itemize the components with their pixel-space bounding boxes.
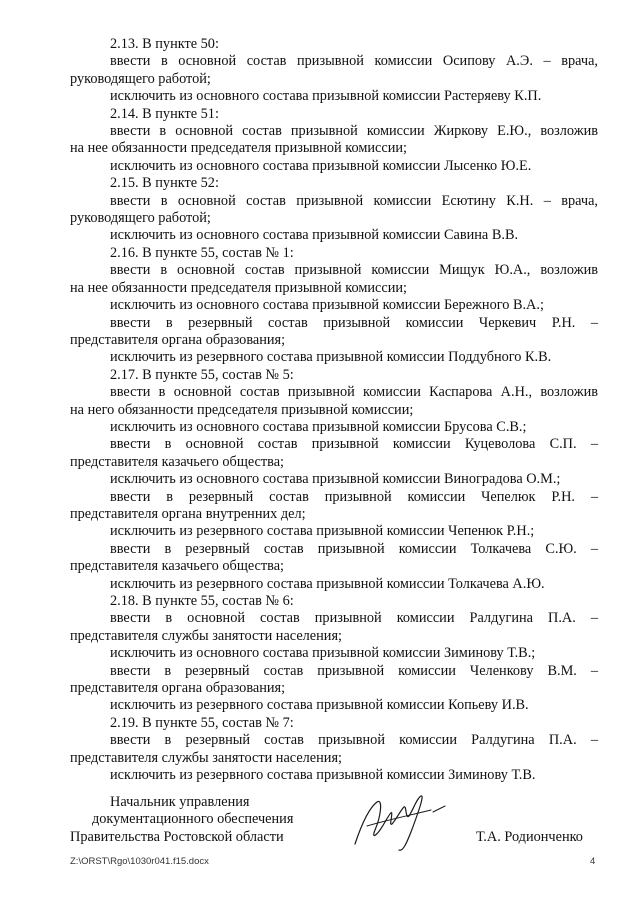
- text-line: представителя службы занятости населения;: [70, 627, 343, 644]
- text-line: руководящего работой;: [70, 70, 211, 87]
- text-line: 2.17. В пункте 55, состав № 5:: [110, 366, 294, 383]
- text-line: представителя казачьего общества;: [70, 558, 285, 575]
- text-line: на него обязанности председателя призывной комиссии;: [70, 401, 414, 418]
- text-line: ввести в основной состав призывной комиссии Жиркову Е.Ю., возложив: [110, 123, 598, 140]
- signatory-title-line2: документационного обеспечения: [92, 811, 294, 828]
- handwritten-signature: [347, 786, 457, 856]
- text-line: исключить из основного состава призывной комиссии Зиминову Т.В.;: [110, 645, 536, 662]
- footer-file-path: Z:\ORST\Rgo\1030r041.f15.docx: [70, 856, 209, 867]
- document-body: [70, 36, 598, 784]
- text-line: 2.15. В пункте 52:: [110, 175, 219, 192]
- text-line: ввести в основной состав призывной комиссии Мищук Ю.А., возложив: [110, 262, 598, 279]
- text-line: ввести в резервный состав призывной комиссии Челенкову В.М. –: [110, 662, 598, 679]
- text-line: исключить из основного состава призывной комиссии Лысенко Ю.Е.: [110, 157, 532, 174]
- text-line: ввести в резервный состав призывной комиссии Чепелюк Р.Н. –: [110, 488, 598, 505]
- text-line: ввести в основной состав призывной комиссии Куцеволова С.П. –: [110, 436, 598, 453]
- text-line: исключить из резервного состава призывной комиссии Копьеву И.В.: [110, 697, 529, 714]
- text-line: представителя органа образования;: [70, 680, 286, 697]
- text-line: исключить из резервного состава призывной комиссии Толкачева А.Ю.: [110, 575, 545, 592]
- text-line: исключить из резервного состава призывной комиссии Чепенюк Р.Н.;: [110, 523, 535, 540]
- text-line: 2.13. В пункте 50:: [110, 36, 219, 52]
- text-line: ввести в основной состав призывной комиссии Ралдугина П.А. –: [110, 610, 598, 627]
- text-line: руководящего работой;: [70, 210, 211, 227]
- page-number: 4: [590, 856, 596, 867]
- text-line: 2.14. В пункте 51:: [110, 105, 219, 122]
- text-line: на нее обязанности председателя призывной комиссии;: [70, 140, 408, 157]
- signatory-name: Т.А. Родионченко: [476, 829, 583, 845]
- text-line: ввести в резервный состав призывной комиссии Ралдугина П.А. –: [110, 732, 598, 749]
- text-line: на нее обязанности председателя призывной комиссии;: [70, 279, 408, 296]
- text-line: 2.18. В пункте 55, состав № 6:: [110, 593, 294, 609]
- text-line: ввести в резервный состав призывной комиссии Толкачева С.Ю. –: [110, 540, 598, 557]
- text-line: исключить из основного состава призывной комиссии Виноградова О.М.;: [110, 471, 561, 488]
- text-line: ввести в основной состав призывной комиссии Есютину К.Н. – врача,: [110, 192, 598, 209]
- signatory-title: [70, 794, 293, 846]
- text-line: исключить из основного состава призывной комиссии Савина В.В.: [110, 227, 519, 244]
- text-line: исключить из основного состава призывной комиссии Брусова С.В.;: [110, 418, 527, 435]
- text-line: представителя органа внутренних дел;: [70, 505, 306, 522]
- text-line: представителя службы занятости населения;: [70, 749, 343, 766]
- text-line: представителя казачьего общества;: [70, 453, 285, 470]
- text-line: 2.19. В пункте 55, состав № 7:: [110, 714, 294, 731]
- text-line: ввести в основной состав призывной комиссии Каспарова А.Н., возложив: [110, 384, 598, 401]
- text-line: исключить из основного состава призывной комиссии Бережного В.А.;: [110, 297, 544, 314]
- signatory-title-line3: Правительства Ростовской области: [70, 828, 284, 845]
- text-line: 2.16. В пункте 55, состав № 1:: [110, 244, 294, 261]
- signatory-title-line1: Начальник управления: [110, 794, 250, 810]
- text-line: исключить из основного состава призывной комиссии Растеряеву К.П.: [110, 88, 542, 105]
- text-line: исключить из резервного состава призывной комиссии Зиминову Т.В.: [110, 767, 536, 784]
- text-line: представителя органа образования;: [70, 331, 286, 348]
- text-line: исключить из резервного состава призывной комиссии Поддубного К.В.: [110, 349, 552, 366]
- text-line: ввести в резервный состав призывной комиссии Черкевич Р.Н. –: [110, 314, 598, 331]
- text-line: ввести в основной состав призывной комиссии Осипову А.Э. – врача,: [110, 53, 598, 70]
